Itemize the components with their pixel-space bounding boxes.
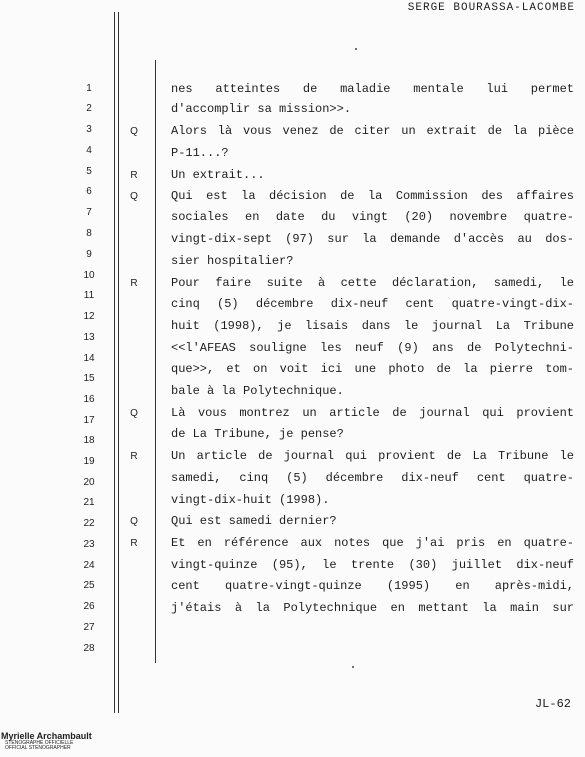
speaker-marker: Q — [130, 191, 138, 202]
line-text: huit (1998), je lisais dans le journal La Tribune — [171, 319, 574, 333]
line-text: P-11...? — [171, 146, 229, 160]
line-number: 16 — [83, 394, 95, 405]
line-text: Là vous montrez un article de journal qui provient — [171, 406, 574, 420]
line-number: 9 — [86, 249, 92, 260]
line-text — [171, 663, 574, 680]
line-number: 25 — [83, 580, 95, 591]
line-number: 18 — [83, 435, 95, 446]
line-number: 8 — [86, 228, 92, 239]
line-text: de La Tribune, je pense? — [171, 427, 344, 441]
line-number: 3 — [86, 124, 92, 135]
speaker-marker: R — [130, 170, 138, 181]
text-column-rule — [155, 60, 156, 663]
line-text: sociales en date du vingt (20) novembre quatre- — [171, 210, 574, 224]
line-text: cinq (5) décembre dix-neuf cent quatre-vingt-dix- — [171, 297, 574, 311]
line-number: 21 — [83, 497, 95, 508]
witness-name-header: SERGE BOURASSA-LACOMBE — [407, 2, 575, 14]
line-number: 14 — [83, 353, 95, 364]
line-text — [171, 642, 574, 659]
page-reference: JL-62 — [534, 697, 571, 711]
line-number: 2 — [86, 103, 92, 114]
stenographer-title-en: OFFICIAL STENOGRAPHER — [5, 745, 71, 751]
line-number: 5 — [86, 166, 92, 177]
margin-rule-inner — [118, 12, 119, 713]
line-text: d'accomplir sa mission>>. — [171, 102, 352, 116]
line-number: 12 — [83, 311, 95, 322]
line-number: 4 — [86, 145, 92, 156]
speaker-marker: R — [130, 538, 138, 549]
line-number: 11 — [83, 290, 95, 301]
stenographer-title-fr: STÉNOGRAPHE OFFICIELLE — [5, 740, 74, 746]
line-text: que>>, et on voit ici une photo de la pierre tom- — [171, 362, 574, 376]
line-number: 27 — [83, 622, 95, 633]
speaker-marker: R — [130, 451, 138, 462]
speaker-marker: R — [130, 278, 138, 289]
line-text: <<l'AFEAS souligne les neuf (9) ans de Polytechni- — [171, 341, 574, 355]
line-number: 13 — [83, 332, 95, 343]
line-number: 24 — [83, 560, 95, 571]
line-number: 6 — [86, 186, 92, 197]
line-text: Qui est samedi dernier? — [171, 514, 337, 528]
line-text: vingt-dix-sept (97) sur la demande d'accès au dos- — [171, 232, 574, 246]
line-text: cent quatre-vingt-quinze (1995) en après-midi, — [171, 579, 574, 593]
line-text: samedi, cinq (5) décembre dix-neuf cent quatre- — [171, 471, 574, 485]
line-number: 7 — [86, 207, 92, 218]
stenographer-stamp — [1, 732, 111, 751]
line-number: 22 — [83, 518, 95, 529]
line-text — [171, 621, 574, 638]
line-number: 10 — [83, 270, 95, 281]
line-number: 19 — [83, 456, 95, 467]
line-text: Un extrait... — [171, 168, 265, 182]
line-text: vingt-dix-huit (1998). — [171, 493, 330, 507]
line-number: 1 — [86, 83, 92, 94]
line-text: Pour faire suite à cette déclaration, samedi, le — [171, 276, 574, 290]
speaker-marker: Q — [130, 408, 138, 419]
line-text: vingt-quinze (95), le trente (30) juillet dix-neuf — [171, 558, 574, 572]
line-number: 28 — [83, 643, 95, 654]
line-number: 15 — [83, 373, 95, 384]
line-text: sier hospitalier? — [171, 254, 294, 268]
stenographer-name: Myrielle Archambault — [1, 731, 92, 741]
line-number: 20 — [83, 477, 95, 488]
margin-rule-outer — [114, 12, 115, 713]
speaker-marker: Q — [130, 516, 138, 527]
scan-speck — [355, 48, 357, 50]
line-number: 26 — [83, 601, 95, 612]
line-text: bale à la Polytechnique. — [171, 384, 344, 398]
line-number: 23 — [83, 539, 95, 550]
line-text: j'étais à la Polytechnique en mettant la main sur — [171, 601, 574, 615]
speaker-marker: Q — [130, 126, 138, 137]
line-number: 17 — [83, 415, 95, 426]
line-text: Qui est la décision de la Commission des affaires — [171, 189, 574, 203]
line-text: Et en référence aux notes que j'ai pris en quatre- — [171, 536, 574, 550]
line-text: Un article de journal qui provient de La Tribune le — [171, 449, 574, 463]
line-text: nes atteintes de maladie mentale lui permet — [171, 82, 574, 96]
line-text: Alors là vous venez de citer un extrait de la pièce — [171, 124, 574, 138]
